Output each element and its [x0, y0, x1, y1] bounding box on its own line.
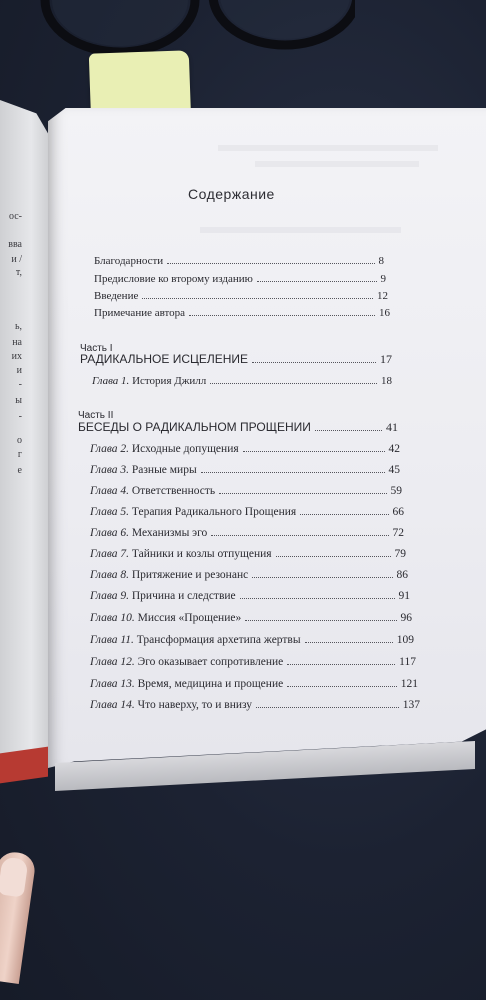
toc-entry[interactable]: [90, 485, 402, 497]
chapter-title: История Джилл: [132, 375, 207, 387]
part-entry[interactable]: [78, 420, 398, 435]
chapter-number: Глава 10.: [90, 612, 135, 624]
toc-entry-page: 72: [392, 527, 404, 539]
chapter-number: Глава 6.: [90, 527, 129, 539]
chapter-title: Тайники и козлы отпущения: [131, 548, 272, 560]
leader-dots: [240, 598, 395, 599]
leader-dots: [219, 493, 386, 494]
toc-entry-page: 9: [380, 273, 386, 285]
chapter-number: Глава 1.: [92, 375, 130, 387]
toc-entry[interactable]: [90, 699, 420, 711]
left-page-text: о: [17, 435, 22, 446]
left-page-text: и: [16, 365, 22, 376]
leader-dots: [256, 707, 399, 708]
toc-entry[interactable]: [90, 569, 408, 581]
toc-entry[interactable]: [94, 307, 390, 319]
leader-dots: [276, 556, 391, 557]
chapter-number: Глава 2.: [90, 443, 129, 455]
left-page-text: и /: [11, 254, 22, 265]
left-page-text: ы: [15, 395, 22, 406]
leader-dots: [305, 642, 393, 643]
leader-dots: [245, 620, 396, 621]
chapter-title: Исходные допущения: [131, 443, 239, 455]
toc-entry-page: 121: [400, 678, 418, 690]
leader-dots: [201, 472, 385, 473]
chapter-number: Глава 12.: [90, 656, 135, 668]
chapter-title: Терапия Радикального Прощения: [131, 506, 297, 518]
toc-entry[interactable]: [90, 612, 412, 624]
chapter-title: Притяжение и резонанс: [131, 569, 249, 581]
toc-entry[interactable]: [90, 464, 400, 476]
leader-dots: [142, 298, 373, 299]
left-page-text: т,: [15, 267, 22, 278]
toc-entry-page: 117: [399, 656, 416, 668]
part-entry[interactable]: [80, 352, 392, 367]
toc-entry-page: 91: [398, 590, 410, 602]
chapter-number: Глава 14.: [90, 699, 135, 711]
leader-dots: [315, 430, 382, 431]
toc-entry-page: 79: [394, 548, 406, 560]
left-page-text: -: [18, 379, 22, 390]
leader-dots: [252, 577, 392, 578]
toc-entry-title: Благодарности: [94, 255, 164, 267]
toc-entry-page: 109: [396, 634, 414, 646]
toc-entry[interactable]: [90, 590, 410, 602]
eyeglasses: [25, 0, 355, 60]
chapter-title: Эго оказывает сопротивление: [137, 656, 284, 668]
chapter-number: Глава 7.: [90, 548, 129, 560]
chapter-title: Время, медицина и прощение: [137, 678, 284, 690]
leader-dots: [287, 664, 395, 665]
toc-entry[interactable]: [90, 548, 406, 560]
toc-entry-page: 17: [380, 352, 392, 366]
toc-entry-page: 96: [400, 612, 412, 624]
chapter-number: Глава 13.: [90, 678, 135, 690]
toc-entry-page: 137: [402, 699, 420, 711]
chapter-number: Глава 3.: [90, 464, 129, 476]
toc-entry[interactable]: [90, 527, 404, 539]
chapter-number: Глава 11.: [90, 634, 134, 646]
leader-dots: [167, 263, 374, 264]
left-page-text: е: [17, 465, 22, 476]
toc-title: Содержание: [188, 186, 275, 202]
left-page: [0, 100, 52, 770]
chapter-title: Механизмы эго: [131, 527, 208, 539]
toc-entry[interactable]: [94, 255, 384, 267]
chapter-title: Миссия «Прощение»: [137, 612, 242, 624]
leader-dots: [210, 383, 377, 384]
toc-entry-page: 16: [379, 307, 390, 319]
left-page-text: вва: [8, 239, 22, 250]
toc-entry-page: 18: [381, 375, 392, 387]
toc-entry-page: 45: [388, 464, 400, 476]
chapter-title: Трансформация архетипа жертвы: [136, 634, 301, 646]
toc-entry[interactable]: [94, 273, 386, 285]
toc-entry[interactable]: [90, 634, 414, 646]
chapter-title: Разные миры: [131, 464, 197, 476]
chapter-number: Глава 5.: [90, 506, 129, 518]
toc-entry-page: 66: [392, 506, 404, 518]
leader-dots: [243, 451, 385, 452]
left-page-text: -: [18, 411, 22, 422]
toc-entry-title: Предисловие ко второму изданию: [94, 273, 253, 285]
toc-entry-page: 8: [378, 255, 384, 267]
left-page-text: на: [12, 337, 22, 348]
toc-entry[interactable]: [92, 375, 392, 387]
toc-entry[interactable]: [90, 443, 400, 455]
part-title: РАДИКАЛЬНОЕ ИСЦЕЛЕНИЕ: [80, 352, 249, 366]
toc-entry-page: 86: [396, 569, 408, 581]
left-page-text: ос-: [8, 211, 22, 222]
toc-entry-page: 12: [377, 290, 388, 302]
chapter-title: Что наверху, то и внизу: [137, 699, 253, 711]
toc-entry-title: Введение: [94, 290, 139, 302]
toc-entry-page: 59: [390, 485, 402, 497]
toc-entry-page: 41: [386, 420, 398, 434]
toc-entry[interactable]: [90, 506, 404, 518]
left-page-text: г: [17, 449, 22, 460]
left-page-text: их: [11, 351, 22, 362]
toc-entry[interactable]: [90, 678, 418, 690]
leader-dots: [189, 315, 375, 316]
toc-entry-page: 42: [388, 443, 400, 455]
chapter-number: Глава 8.: [90, 569, 129, 581]
part-label: Часть I: [80, 343, 113, 354]
leader-dots: [287, 686, 397, 687]
part-title: БЕСЕДЫ О РАДИКАЛЬНОМ ПРОЩЕНИИ: [78, 420, 311, 434]
toc-entry[interactable]: [90, 656, 416, 668]
leader-dots: [211, 535, 388, 536]
leader-dots: [257, 281, 377, 282]
chapter-number: Глава 4.: [90, 485, 129, 497]
toc-entry[interactable]: [94, 290, 388, 302]
leader-dots: [300, 514, 388, 515]
leader-dots: [252, 362, 376, 363]
chapter-title: Ответственность: [131, 485, 216, 497]
left-page-text: ь,: [14, 321, 22, 332]
chapter-number: Глава 9.: [90, 590, 129, 602]
chapter-title: Причина и следствие: [131, 590, 236, 602]
toc-entry-title: Примечание автора: [94, 307, 186, 319]
part-label: Часть II: [78, 410, 114, 421]
